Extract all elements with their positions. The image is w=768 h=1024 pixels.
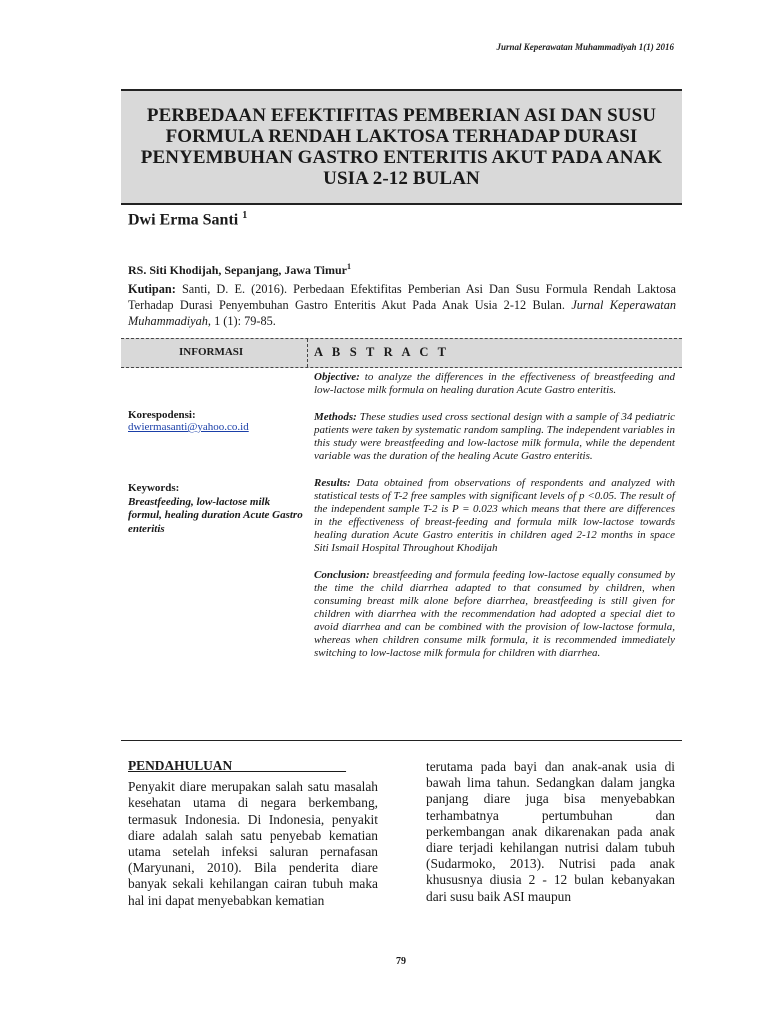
email-link[interactable]: dwiermasanti@yahoo.co.id	[128, 421, 249, 433]
section-divider	[121, 740, 682, 741]
objective-text: to analyze the differences in the effectiveness of breastfeeding and low-lactose milk formula on healing duration Acute Gastro enteritis.	[314, 371, 676, 397]
keywords	[128, 482, 303, 536]
objective-label: Objective:	[314, 371, 360, 383]
informasi-label: INFORMASI	[179, 346, 244, 358]
section-heading-pendahuluan: PENDAHULUAN_________________	[128, 758, 346, 773]
citation-text: Santi, D. E. (2016). Perbedaan Efektifitas Pemberian Asi Dan Susu Formula Rendah Laktosa Terhadap Durasi Penyembuhan Gastro Enteritis Akut Pada Anak Usia 2-12 Bulan.	[128, 282, 676, 312]
info-divider	[307, 339, 308, 367]
methods-label: Methods:	[314, 410, 357, 423]
citation-volume: , 1 (1): 79-85.	[207, 314, 276, 328]
abstract-objective	[314, 371, 675, 397]
citation	[128, 281, 676, 329]
title-box	[121, 89, 682, 205]
abstract-conclusion	[314, 569, 675, 661]
affiliation	[128, 262, 351, 278]
abstract-results	[314, 477, 675, 556]
author	[128, 210, 247, 229]
author-name: Dwi Erma Santi	[128, 211, 239, 229]
author-sup: 1	[242, 210, 248, 221]
keywords-terms: Breastfeeding, low-lactose milk formul, healing duration Acute Gastro enteritis	[128, 495, 303, 535]
conclusion-label: Conclusion:	[314, 568, 370, 581]
results-label: Results:	[314, 476, 351, 489]
body-right-column	[426, 759, 675, 905]
journal-header: Jurnal Keperawatan Muhammadiyah 1(1) 2016	[496, 42, 674, 52]
info-bar	[121, 338, 682, 368]
citation-label: Kutipan:	[128, 282, 176, 296]
abstract-label: A B S T R A C T	[314, 345, 450, 359]
citation-journal: Jurnal Keperawatan Muhammadiyah	[128, 298, 677, 328]
korespondensi	[128, 409, 303, 433]
page-number: 79	[396, 956, 406, 967]
abstract-methods	[314, 411, 675, 463]
keywords-label: Keywords:	[128, 482, 180, 494]
korespondensi-label: Korespodensi:	[128, 409, 196, 421]
abstract	[314, 371, 675, 674]
affiliation-text: RS. Siti Khodijah, Sepanjang, Jawa Timur	[128, 263, 347, 277]
paper-title: PERBEDAAN EFEKTIFITAS PEMBERIAN ASI DAN SUSU FORMULA RENDAH LAKTOSA TERHADAP DURASI PENYEMBUHAN GASTRO ENTERITIS AKUT PADA ANAK USIA 2-12 BULAN	[140, 105, 663, 189]
body-left-text: Penyakit diare merupakan salah satu masalah kesehatan utama di negara berkembang, termasuk Indonesia. Di Indonesia, penyakit diare adalah salah satu penyebab kematian utama setelah infeksi saluran pernafasan (Maryunani, 2010). Bila penderita diare banyak sekali kehilangan cairan tubuh maka hal ini dapat menyebabkan kematian	[128, 779, 378, 908]
body-right-text: terutama pada bayi dan anak-anak usia di bawah lima tahun. Sedangkan dalam jangka panjang diare juga bisa menyebabkan terhambatnya pertumbuhan dan perkembangan anak dikarenakan pada anak diare terjadi kehilangan nutrisi dalam tubuh (Sudarmoko, 2013). Nutrisi pada anak khususnya diusia 2 - 12 bulan kebanyakan dari susu baik ASI maupun	[426, 759, 675, 904]
methods-text: These studies used cross sectional design with a sample of 34 pediatric patients were taken by systematic random sampling. The independent variables in this study were breastfeeding and low-lactose milk formula, while the dependent variable was the duration of the healing Acute Gastro enteritis.	[314, 410, 676, 462]
conclusion-text: breastfeeding and formula feeding low-lactose equally consumed by the time the child diarrhea adapted to that consumed by children, when consuming breast milk alone before diarrhea, breastfeeding is still given for children with diarrhea with the recommendation had adopted a special diet to avoid diarrhea and can be combined with the provision of low-lactose formula, whereas when children consume milk formula, it is recommended immediately switching to low-lactose milk formula for children with diarrhea.	[314, 568, 675, 660]
results-text: Data obtained from observations of respondents and analyzed with statistical tests of T-2 free samples with significant levels of p <0.05. The result of the independent sample T-2 is P = 0.023 which means that there are differences in the effectiveness of breast-feeding and formula milk low-lactose towards healing duration Acute Gastro enteritis in children aged 2-12 months in space Siti Ismail Hospital Throughout Khodijah	[314, 476, 676, 555]
body-left-column	[128, 758, 378, 909]
affiliation-sup: 1	[346, 262, 351, 271]
